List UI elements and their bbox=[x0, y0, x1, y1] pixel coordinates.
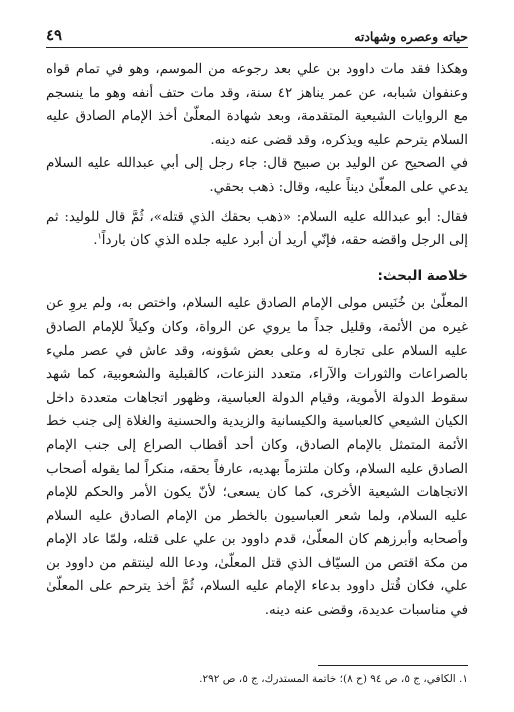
paragraph-1: وهكذا فقد مات داوود بن علي بعد رجوعه من الموسم، وهو في تمام قواه وعنفوان شبابه، عن عمر يناهز ٤٢ سنة، وقد مات حتف أنفه وهو ما ينسجم مع الروايات الشيعية المتقدمة، وبعد شهادة المعلّىٰ أخذ الإمام الصادق عليه السلام يترحم عليه ويذكره، وقد قضى عنه دينه. bbox=[46, 62, 468, 148]
footnote-rule bbox=[318, 665, 468, 666]
page-header bbox=[46, 22, 468, 44]
footnote: ١. الكافي، ج ٥، ص ٩٤ (ح ٨)؛ خاتمة المستدرك، ج ٥، ص ٢٩٢. bbox=[199, 673, 468, 685]
paragraph-2: في الصحيح عن الوليد بن صبيح قال: جاء رجل إلى أبي عبدالله عليه السلام يدعي على المعلّىٰ ديناً عليه، وقال: ذهب بحقي. bbox=[46, 156, 468, 195]
main-text bbox=[46, 58, 468, 623]
footnote-marker: ١ bbox=[97, 231, 102, 241]
header-rule bbox=[46, 47, 468, 48]
page-number: ٤٩ bbox=[46, 26, 63, 44]
running-title: حياته وعصره وشهادته bbox=[354, 29, 468, 44]
section-heading: خلاصة البحث: bbox=[377, 267, 468, 284]
summary-paragraph: المعلّىٰ بن خُنَيس مولى الإمام الصادق عليه السلام، واختص به، ولم يروِ عن غيره من الأئمة، وقليل جداً ما يروي عن الرواة، وكان وكيلاً للإمام الصادق عليه السلام على تجارة له وعلى بعض شؤونه، وقد عاش في عصر مليء بالصراعات والثورات والآراء، متعدد النزعات، كالقبلية والشعوبية، كما شهد سقوط الدولة الأموية، وقيام الدولة العباسية، وظهور اتجاهات متعددة داخل الكيان الشيعي كالعباسية والكيسانية والزيدية والحسنية والغلاة إلى جنب خط الأئمة المتمثل بالإمام الصادق، وكان أحد أقطاب الصراع إلى جنب الإمام الصادق عليه السلام، وكان ملتزماً بهديه، عارفاً بحقه، منكراً لما يقوله أصحاب الاتجاهات الشيعية الأخرى، كما كان يسعى؛ لأنّ يكون الأمر والحكم للإمام عليه السلام، ولما شعر العباسيون بالخطر من الإمام الصادق عليه السلام وأصحابه وأبرزهم كان المعلّىٰ، قدم داوود بن علي على قتله، ولمّا عاد الإمام من مكة اقتص من السيّاف الذي قتل المعلّىٰ، ودعا الله لينتقم من داوود بن علي، فكان قُتل داوود بدعاء الإمام عليه السلام، ثُمَّ أخذ يترحم على المعلّىٰ في مناسبات عديدة، وقضى عنه دينه. bbox=[46, 296, 468, 619]
paragraph-3: فقال: أبو عبدالله عليه السلام: «ذهب بحقك الذي قتله»، ثُمَّ قال للوليد: ثم إلى الرجل واقضه حقه، فإنّي أريد أن أبرد عليه جلده الذي كان بارداً$^١$. bbox=[46, 209, 468, 249]
paragraph-3-text: فقال: أبو عبدالله عليه السلام: «ذهب بحقك الذي قتله»، ثُمَّ قال للوليد: ثم إلى الرجل واقضه حقه، فإنّي أريد أن أبرد عليه جلده الذي كان بارداً bbox=[46, 209, 468, 249]
